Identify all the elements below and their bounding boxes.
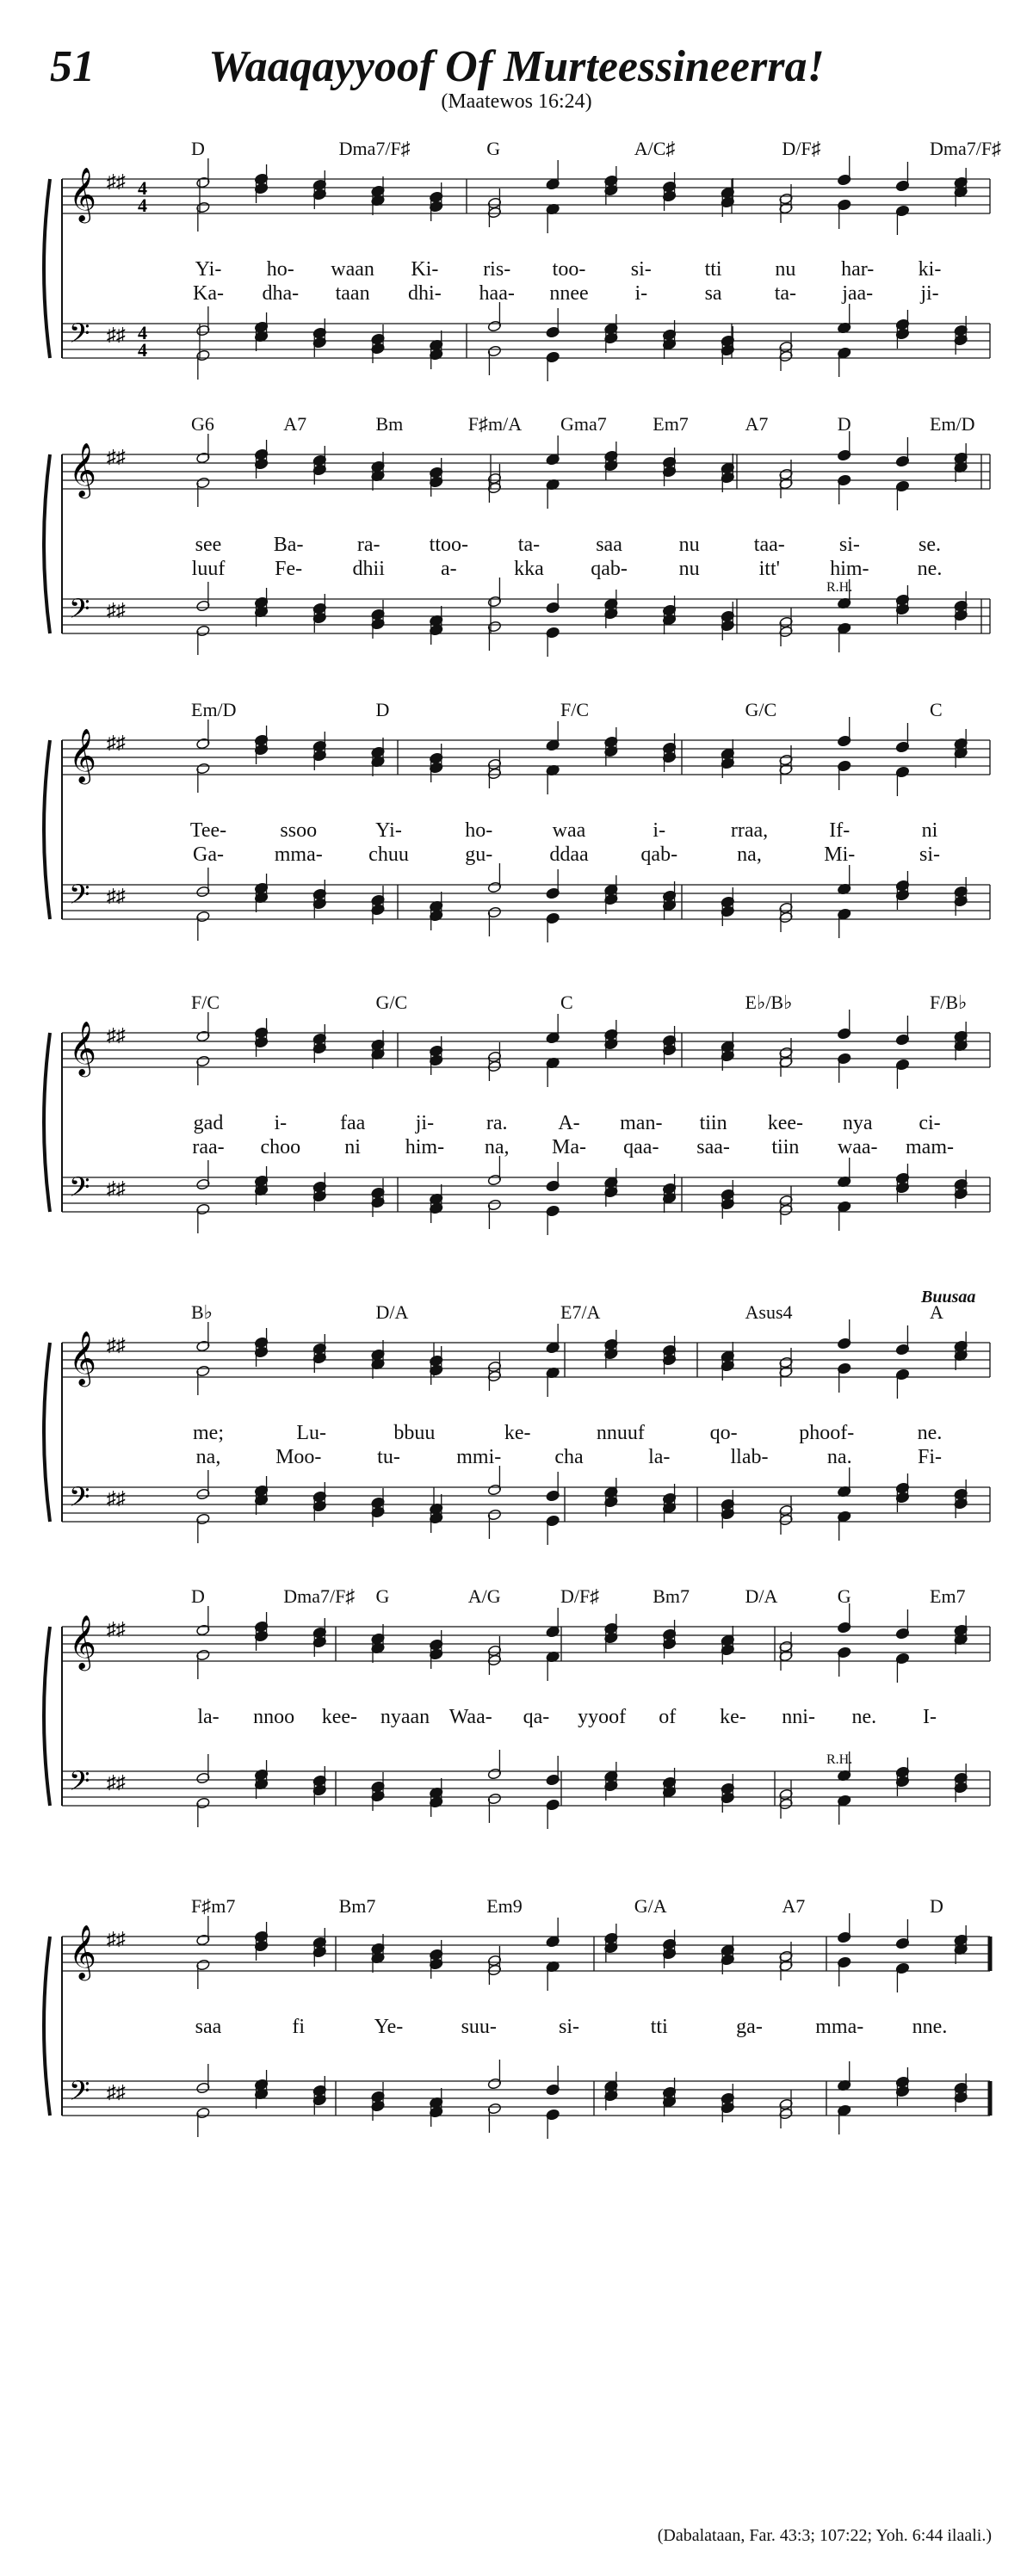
chord-symbol: G/A — [634, 1895, 667, 1917]
lyric-syllable: fi — [292, 2016, 306, 2038]
lyric-syllable: Ba- — [273, 534, 304, 556]
chord-symbol: Em/D — [930, 413, 975, 435]
chord-symbol: D/F♯ — [560, 1585, 600, 1607]
lyric-syllable: saa — [195, 2016, 222, 2038]
lyric-syllable: him- — [405, 1136, 445, 1158]
treble-clef: 𝄞 — [69, 167, 96, 221]
chord-symbol: D/A — [745, 1585, 778, 1607]
lyric-syllable: nne. — [912, 2016, 948, 2038]
chord-symbol: Gma7 — [560, 413, 607, 435]
staff-svg — [0, 403, 1033, 687]
lyric-syllable: ke- — [504, 1422, 531, 1444]
lyric-syllable: Lu- — [296, 1422, 327, 1444]
key-signature: ♯♯ — [107, 599, 126, 621]
lyric-syllable: ne. — [851, 1706, 877, 1728]
lyric-syllable: chuu — [368, 843, 409, 866]
bass-clef: 𝄢 — [69, 1481, 90, 1519]
chord-symbol: C — [930, 699, 943, 720]
lyric-syllable: raa- — [192, 1136, 225, 1158]
lyric-syllable: na, — [484, 1136, 510, 1158]
chord-symbol: D/A — [375, 1301, 409, 1323]
lyric-syllable: gad — [193, 1112, 224, 1134]
lyric-syllable: suu- — [461, 2016, 497, 2038]
lyric-syllable: si- — [630, 258, 652, 281]
lyric-syllable: ke- — [720, 1706, 746, 1728]
lyric-syllable: jaa- — [842, 282, 874, 305]
chord-symbol: D — [930, 1895, 943, 1917]
lyric-syllable: na, — [195, 1446, 221, 1468]
lyric-syllable: i- — [653, 819, 666, 842]
hymn-title: Waaqayyoof Of Murteessineerra! — [208, 42, 825, 91]
chord-symbol: E7/A — [560, 1301, 601, 1323]
lyric-syllable: Ka- — [193, 282, 224, 305]
lyric-syllable: tti — [650, 2016, 668, 2038]
chord-symbol: Dma7/F♯ — [930, 138, 1002, 159]
time-signature-bottom: 4 — [138, 195, 147, 216]
key-signature: ♯♯ — [107, 2081, 126, 2103]
chord-symbol: Bm — [375, 413, 404, 435]
lyric-syllable: si- — [838, 534, 860, 556]
lyric-syllable: ji- — [920, 282, 939, 305]
footer-reference: (Dabalataan, Far. 43:3; 107:22; Yoh. 6:44 ilaali.) — [657, 2526, 992, 2545]
key-signature: ♯♯ — [107, 1177, 126, 1199]
lyric-syllable: nu — [678, 558, 700, 580]
chord-symbol: A/C♯ — [634, 138, 676, 159]
lyric-syllable: ci- — [919, 1112, 941, 1134]
lyric-syllable: nya — [842, 1112, 873, 1134]
lyric-syllable: ji- — [415, 1112, 435, 1134]
lyric-syllable: of — [659, 1706, 677, 1728]
chord-symbol: D — [837, 413, 851, 435]
staff-svg — [0, 981, 1033, 1265]
lyric-syllable: la- — [197, 1706, 220, 1728]
key-signature: ♯♯ — [107, 732, 126, 753]
chord-symbol: B♭ — [191, 1301, 213, 1323]
chord-symbol: G — [486, 138, 501, 159]
lyric-syllable: saa- — [696, 1136, 730, 1158]
music-system — [0, 127, 1033, 403]
key-signature: ♯♯ — [107, 446, 126, 467]
hymn-number: 51 — [50, 42, 95, 91]
system-brace — [44, 179, 50, 358]
lyric-syllable: haa- — [479, 282, 515, 305]
lyric-syllable: Ki- — [411, 258, 439, 281]
lyric-syllable: Yi- — [375, 819, 402, 842]
chord-symbol: F/C — [560, 699, 590, 720]
lyric-syllable: na, — [737, 843, 762, 866]
music-system — [0, 1288, 1033, 1575]
chord-symbol: A — [930, 1301, 943, 1323]
bass-clef: 𝄢 — [69, 593, 90, 631]
key-signature: ♯♯ — [107, 1024, 126, 1046]
lyric-syllable: qaa- — [623, 1136, 659, 1158]
lyric-syllable: i- — [634, 282, 648, 305]
lyric-syllable: tiin — [699, 1112, 727, 1134]
lyric-syllable: luuf — [191, 558, 226, 580]
chord-symbol: A/G — [467, 1585, 501, 1607]
treble-clef: 𝄞 — [69, 442, 96, 497]
lyric-syllable: ni — [344, 1136, 361, 1158]
lyric-syllable: llab- — [730, 1446, 769, 1468]
lyric-syllable: yyoof — [578, 1706, 627, 1728]
lyric-syllable: nnuuf — [596, 1422, 645, 1444]
lyric-syllable: ni — [921, 819, 938, 842]
lyric-syllable: me; — [193, 1422, 224, 1444]
chord-symbol: F♯m7 — [191, 1895, 236, 1917]
lyric-syllable: qo- — [709, 1422, 738, 1444]
lyric-syllable: kee- — [767, 1112, 804, 1134]
lyric-syllable: ga- — [736, 2016, 763, 2038]
lyric-syllable: ra- — [356, 534, 380, 556]
lyric-syllable: ne. — [917, 1422, 943, 1444]
lyric-syllable: ddaa — [549, 843, 589, 866]
chord-symbol: G/C — [375, 991, 408, 1013]
treble-clef: 𝄞 — [69, 728, 96, 782]
system-brace — [44, 740, 50, 919]
lyric-syllable: too- — [552, 258, 586, 281]
lyric-syllable: A- — [558, 1112, 580, 1134]
lyric-syllable: nni- — [782, 1706, 815, 1728]
chord-symbol: F♯m/A — [467, 413, 523, 435]
lyric-syllable: ssoo — [280, 819, 318, 842]
chord-symbol: A7 — [283, 413, 307, 435]
system-brace — [44, 454, 50, 633]
lyric-syllable: man- — [620, 1112, 663, 1134]
lyric-syllable: Mi- — [824, 843, 856, 866]
chord-symbol: D — [375, 699, 390, 720]
lyric-syllable: Yi- — [195, 258, 222, 281]
bass-clef: 𝄢 — [69, 1765, 90, 1803]
lyric-syllable: ho- — [266, 258, 294, 281]
lyric-syllable: mam- — [906, 1136, 954, 1158]
lyric-syllable: ra. — [486, 1112, 508, 1134]
section-marking: Buusaa — [921, 1288, 976, 1307]
music-system — [0, 981, 1033, 1265]
lyric-syllable: nu — [775, 258, 796, 281]
lyric-syllable: bbuu — [393, 1422, 436, 1444]
chord-symbol: A7 — [745, 413, 769, 435]
lyric-syllable: choo — [260, 1136, 301, 1158]
lyric-syllable: ta- — [517, 534, 541, 556]
lyric-syllable: qab- — [640, 843, 678, 866]
lyric-syllable: saa — [596, 534, 622, 556]
chord-symbol: G6 — [191, 413, 214, 435]
chord-symbol: F/C — [191, 991, 220, 1013]
chord-symbol: Bm7 — [338, 1895, 376, 1917]
lyric-syllable: Fi- — [917, 1446, 943, 1468]
lyric-syllable: nnee — [549, 282, 589, 305]
key-signature: ♯♯ — [107, 1771, 126, 1793]
system-brace — [44, 1627, 50, 1806]
chord-symbol: A7 — [782, 1895, 806, 1917]
lyric-syllable: si- — [919, 843, 940, 866]
lyric-syllable: Moo- — [275, 1446, 322, 1468]
key-signature: ♯♯ — [107, 885, 126, 906]
lyric-syllable: mma- — [274, 843, 323, 866]
chord-symbol: Em7 — [653, 413, 689, 435]
chord-symbol: C — [560, 991, 573, 1013]
system-brace — [44, 1343, 50, 1522]
time-signature-top: 4 — [138, 322, 147, 343]
chord-symbol: Dma7/F♯ — [283, 1585, 356, 1607]
staff-svg — [0, 1575, 1033, 1859]
lyric-syllable: If- — [829, 819, 851, 842]
lyric-syllable: sa — [704, 282, 722, 305]
key-signature: ♯♯ — [107, 170, 126, 192]
chord-symbol: D — [191, 138, 205, 159]
lyric-syllable: dha- — [262, 282, 300, 305]
right-hand-marking: R.H. — [826, 1752, 853, 1767]
lyric-syllable: Ga- — [193, 843, 224, 866]
lyric-syllable: na. — [826, 1446, 852, 1468]
lyric-syllable: Tee- — [189, 819, 227, 842]
lyric-syllable: nnoo — [253, 1706, 295, 1728]
chord-symbol: D — [191, 1585, 205, 1607]
lyric-syllable: mma- — [815, 2016, 864, 2038]
chord-symbol: E♭/B♭ — [745, 991, 793, 1013]
music-system — [0, 689, 1033, 973]
music-system — [0, 403, 1033, 687]
system-brace — [44, 1033, 50, 1212]
lyric-syllable: kee- — [321, 1706, 358, 1728]
lyric-syllable: mmi- — [456, 1446, 502, 1468]
lyric-syllable: ki- — [918, 258, 942, 281]
music-system — [0, 1575, 1033, 1859]
lyric-syllable: Fe- — [275, 558, 303, 580]
chord-symbol: G — [375, 1585, 390, 1607]
lyric-syllable: se. — [919, 534, 941, 556]
chord-symbol: Asus4 — [745, 1301, 793, 1323]
lyric-syllable: dhii — [352, 558, 385, 580]
lyric-syllable: taan — [335, 282, 370, 305]
bass-clef: 𝄢 — [69, 879, 90, 917]
lyric-syllable: kka — [514, 558, 544, 580]
lyric-syllable: gu- — [465, 843, 493, 866]
lyric-syllable: waa- — [837, 1136, 878, 1158]
bass-clef: 𝄢 — [69, 1171, 90, 1209]
lyric-syllable: itt' — [758, 558, 780, 580]
lyric-syllable: I- — [923, 1706, 937, 1728]
lyric-syllable: nu — [678, 534, 700, 556]
lyric-syllable: phoof- — [799, 1422, 855, 1444]
treble-clef: 𝄞 — [69, 1331, 96, 1385]
right-hand-marking: R.H. — [826, 580, 853, 595]
bass-clef: 𝄢 — [69, 318, 90, 355]
key-signature: ♯♯ — [107, 1928, 126, 1949]
lyric-syllable: qab- — [591, 558, 628, 580]
staff-svg — [0, 1885, 1033, 2160]
lyric-syllable: taa- — [753, 534, 785, 556]
lyric-syllable: cha — [554, 1446, 584, 1468]
lyric-syllable: waa — [552, 819, 586, 842]
bass-clef: 𝄢 — [69, 2075, 90, 2113]
lyric-syllable: si- — [559, 2016, 579, 2038]
lyric-syllable: qa- — [523, 1706, 550, 1728]
lyric-syllable: tti — [704, 258, 722, 281]
scripture-reference: (Maatewos 16:24) — [441, 90, 592, 113]
lyric-syllable: Ma- — [552, 1136, 586, 1158]
lyric-syllable: him- — [830, 558, 869, 580]
lyric-syllable: tu- — [377, 1446, 400, 1468]
lyric-syllable: ho- — [465, 819, 493, 842]
lyric-syllable: har- — [841, 258, 875, 281]
music-system — [0, 1885, 1033, 2160]
key-signature: ♯♯ — [107, 1487, 126, 1509]
lyric-syllable: ttoo- — [429, 534, 468, 556]
key-signature: ♯♯ — [107, 1618, 126, 1640]
chord-symbol: Em/D — [191, 699, 237, 720]
chord-symbol: G/C — [745, 699, 777, 720]
lyric-syllable: ne. — [917, 558, 943, 580]
key-signature: ♯♯ — [107, 324, 126, 345]
lyric-syllable: ta- — [774, 282, 797, 305]
system-brace — [44, 1937, 50, 2116]
treble-clef: 𝄞 — [69, 1615, 96, 1669]
staff-svg — [0, 127, 1033, 403]
chord-symbol: F/B♭ — [930, 991, 968, 1013]
time-signature-bottom: 4 — [138, 339, 147, 361]
lyric-syllable: ris- — [483, 258, 511, 281]
lyric-syllable: Waa- — [448, 1706, 492, 1728]
lyric-syllable: dhi- — [408, 282, 442, 305]
chord-symbol: Dma7/F♯ — [338, 138, 411, 159]
lyric-syllable: see — [195, 534, 222, 556]
lyric-syllable: rraa, — [730, 819, 769, 842]
chord-symbol: D/F♯ — [782, 138, 821, 159]
lyric-syllable: waan — [331, 258, 374, 281]
staff-svg — [0, 689, 1033, 973]
lyric-syllable: i- — [274, 1112, 288, 1134]
treble-clef: 𝄞 — [69, 1924, 96, 1979]
lyric-syllable: a- — [441, 558, 457, 580]
chord-symbol: Em7 — [930, 1585, 966, 1607]
lyric-syllable: faa — [339, 1112, 366, 1134]
lyric-syllable: nyaan — [380, 1706, 430, 1728]
chord-symbol: Em9 — [486, 1895, 523, 1917]
lyric-syllable: la- — [648, 1446, 671, 1468]
key-signature: ♯♯ — [107, 1334, 126, 1356]
lyric-syllable: Ye- — [374, 2016, 404, 2038]
chord-symbol: Bm7 — [653, 1585, 690, 1607]
chord-symbol: G — [837, 1585, 851, 1607]
time-signature-top: 4 — [138, 177, 147, 199]
treble-clef: 𝄞 — [69, 1021, 96, 1075]
lyric-syllable: tiin — [771, 1136, 800, 1158]
